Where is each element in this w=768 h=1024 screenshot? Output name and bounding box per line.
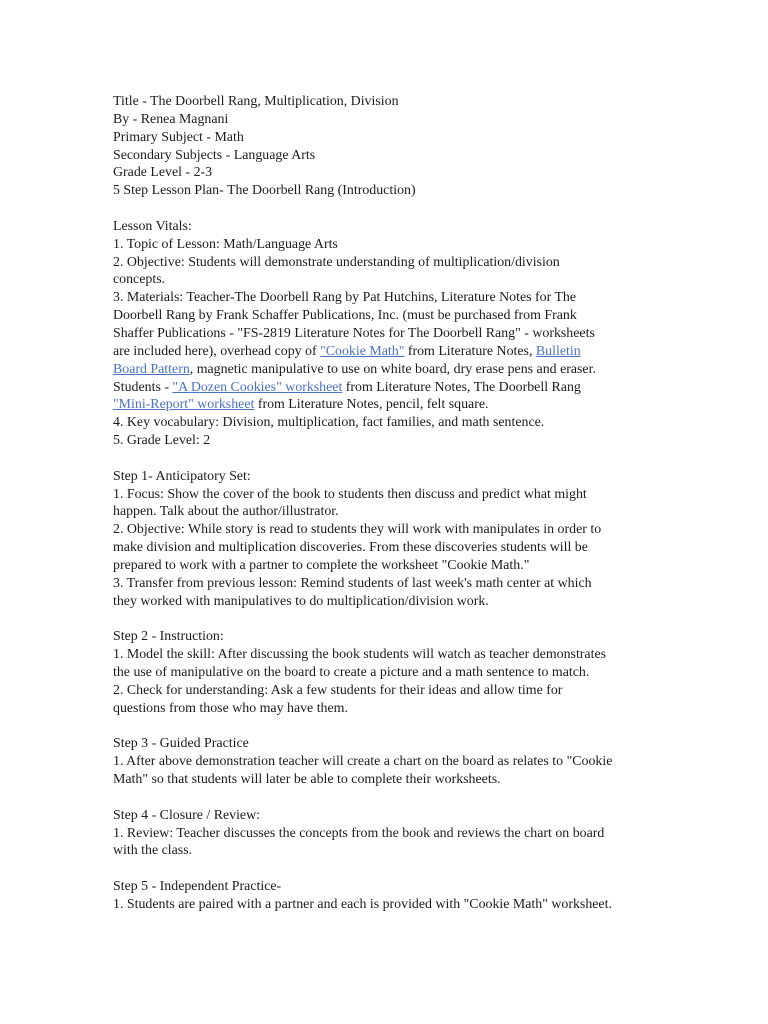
step-2-line: questions from those who may have them. [113, 700, 348, 716]
step-1-section [113, 468, 673, 611]
step-1-line: happen. Talk about the author/illustrator. [113, 504, 339, 520]
step-1-line: 2. Objective: While story is read to students they will work with manipulates in order to [113, 522, 602, 538]
materials-text: from Literature Notes, The Doorbell Rang [342, 379, 581, 395]
spacer [113, 450, 673, 468]
materials-text: from Literature Notes, [404, 343, 536, 359]
spacer [113, 789, 673, 807]
materials-text: , magnetic manipulative to use on white board, dry erase pens and eraser. [189, 361, 596, 377]
vitals-grade-level: 5. Grade Level: 2 [113, 433, 211, 449]
step-4-line: with the class. [113, 843, 193, 859]
step-2-line: 2. Check for understanding: Ask a few students for their ideas and allow time for [113, 682, 563, 698]
vitals-objective-line-2: concepts. [113, 272, 166, 288]
step-1-line: 3. Transfer from previous lesson: Remind students of last week's math center at which [113, 575, 592, 591]
vitals-materials-line-4 [113, 343, 673, 361]
materials-text: Students - [113, 379, 173, 395]
step-3-section [113, 735, 673, 789]
step-2-line: the use of manipulative on the board to create a picture and a math sentence to match. [113, 665, 590, 680]
author-line: By - Renea Magnani [113, 111, 229, 127]
step-5-line: 1. Students are paired with a partner and each is provided with "Cookie Math" worksheet. [113, 896, 612, 912]
step-5-heading: Step 5 - Independent Practice- [113, 879, 282, 895]
step-1-line: 1. Focus: Show the cover of the book to students then discuss and predict what might [113, 486, 587, 502]
step-4-section [113, 807, 673, 861]
step-2-line: 1. Model the skill: After discussing the book students will watch as teacher demonstrates [113, 647, 607, 663]
vitals-vocabulary: 4. Key vocabulary: Division, multiplication, fact families, and math sentence. [113, 415, 545, 431]
step-5-section [113, 878, 673, 914]
vitals-topic: 1. Topic of Lesson: Math/Language Arts [113, 236, 338, 252]
step-3-line: 1. After above demonstration teacher will create a chart on the board as relates to "Cookie [113, 754, 613, 770]
step-4-heading: Step 4 - Closure / Review: [113, 807, 260, 823]
spacer [113, 860, 673, 878]
lesson-plan-document [113, 93, 673, 914]
materials-text: are included here), overhead copy of [113, 343, 321, 359]
plan-title-line: 5 Step Lesson Plan- The Doorbell Rang (Introduction) [113, 183, 416, 199]
vitals-materials-line-2: Doorbell Rang by Frank Schaffer Publications, Inc. (must be purchased from Frank [113, 308, 577, 324]
secondary-subjects-line: Secondary Subjects - Language Arts [113, 147, 316, 163]
step-1-line: they worked with manipulatives to do multiplication/division work. [113, 593, 489, 609]
vitals-objective-line-1: 2. Objective: Students will demonstrate understanding of multiplication/division [113, 254, 560, 270]
dozen-cookies-worksheet-link[interactable]: "A Dozen Cookies" worksheet [172, 379, 343, 395]
spacer [113, 718, 673, 736]
step-1-line: make division and multiplication discoveries. From these discoveries students will be [113, 540, 588, 556]
materials-text: from Literature Notes, pencil, felt square. [254, 397, 489, 413]
step-2-section [113, 628, 673, 717]
cookie-math-link[interactable]: "Cookie Math" [320, 343, 405, 359]
vitals-materials-line-3: Shaffer Publications - "FS-2819 Literature Notes for The Doorbell Rang" - worksheets [113, 325, 595, 341]
step-4-line: 1. Review: Teacher discusses the concepts from the book and reviews the chart on board [113, 825, 605, 841]
grade-level-line: Grade Level - 2-3 [113, 165, 213, 181]
title-line: Title - The Doorbell Rang, Multiplication, Division [113, 94, 399, 109]
spacer [113, 200, 673, 218]
bulletin-board-pattern-link[interactable]: Board Pattern [113, 361, 190, 377]
vitals-materials-line-1: 3. Materials: Teacher-The Doorbell Rang by Pat Hutchins, Literature Notes for The [113, 290, 577, 306]
vitals-materials-line-5 [113, 361, 673, 379]
bulletin-board-pattern-link[interactable]: Bulletin [535, 343, 581, 359]
vitals-materials-line-7 [113, 396, 673, 414]
spacer [113, 610, 673, 628]
step-1-line: prepared to work with a partner to complete the worksheet "Cookie Math." [113, 557, 530, 573]
step-3-line: Math" so that students will later be able to complete their worksheets. [113, 772, 501, 788]
vitals-materials-line-6 [113, 379, 673, 397]
primary-subject-line: Primary Subject - Math [113, 129, 244, 145]
step-1-heading: Step 1- Anticipatory Set: [113, 468, 251, 484]
step-2-heading: Step 2 - Instruction: [113, 629, 224, 645]
header-section [113, 93, 673, 200]
vitals-heading: Lesson Vitals: [113, 218, 192, 234]
lesson-vitals-section [113, 218, 673, 450]
step-3-heading: Step 3 - Guided Practice [113, 736, 249, 752]
mini-report-worksheet-link[interactable]: "Mini-Report" worksheet [113, 397, 255, 413]
